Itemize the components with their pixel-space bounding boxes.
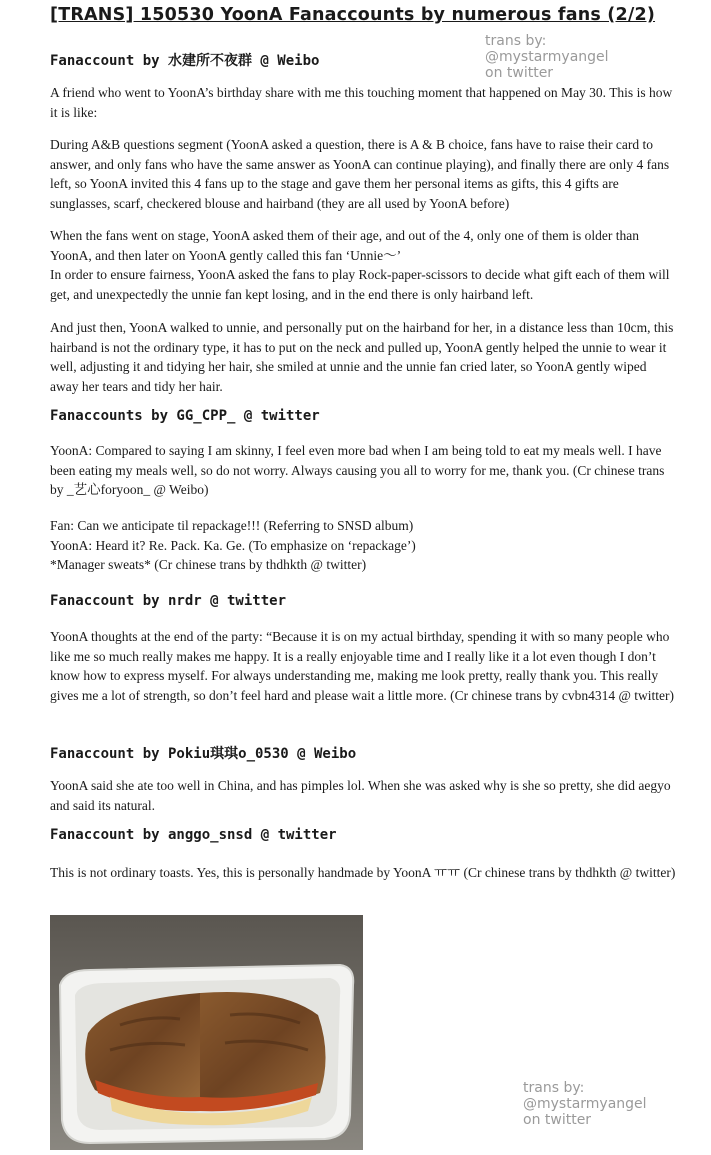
- paragraph: And just then, YoonA walked to unnie, and personally put on the hairband for her, in a distance less than 10cm, this hairband is not the ordinary type, it has to put on the neck and pulled up, YoonA gently helped the unnie to wear it well, adjusting it and tidying her hair, she smiled at unnie and the unnie fan cried later, so YoonA gently wiped away her tears and tidy her hair.: [50, 320, 674, 394]
- fanaccount-heading-weibo-1: Fanaccount by 水建所不夜群 @ Weibo: [50, 53, 320, 69]
- page-title: [TRANS] 150530 YoonA Fanaccounts by numerous fans (2/2): [50, 5, 656, 25]
- watermark-line: on twitter: [485, 65, 554, 81]
- paragraph: This is not ordinary toasts. Yes, this is personally handmade by YoonA ㅠㅠ (Cr chinese trans by thdhkth @ twitter): [50, 865, 676, 880]
- paragraph: YoonA thoughts at the end of the party: “Because it is on my actual birthday, spending it with so many people who like me so much really makes me happy. It is a really enjoyable time and I really like it a lot even though I don’t know how to express myself. For always understanding me, making me look pretty, really thank you. This really gives me a lot of strength, so don’t feel hard and please wait a little more. (Cr chinese trans by cvbn4314 @ twitter): [50, 629, 675, 703]
- paragraph-group: [50, 516, 678, 575]
- paragraph-line: Fan: Can we anticipate til repackage!!! (Referring to SNSD album): [50, 518, 414, 533]
- paragraph: During A&B questions segment (YoonA asked a question, there is A & B choice, fans have to raise their card to answer, and only fans who have the same answer as YoonA can continue playing), and finally there are only 4 fans left, so YoonA invited this 4 fans up to the stage and gave them her personal items as gifts, this 4 gifts are sunglasses, scarf, checkered blouse and hairband (they are all used by YoonA before): [50, 137, 670, 211]
- watermark-line: on twitter: [523, 1112, 592, 1128]
- paragraph-line: In order to ensure fairness, YoonA asked the fans to play Rock-paper-scissors to decide what gift each of them will get, and unexpectedly the unnie fan kept losing, and in the end there is only hairband left.: [50, 267, 670, 302]
- watermark-line: trans by:: [523, 1080, 585, 1096]
- watermark-line: trans by:: [485, 33, 547, 49]
- fanaccount-heading-anggo: Fanaccount by anggo_snsd @ twitter: [50, 827, 337, 843]
- fanaccount-heading-nrdr: Fanaccount by nrdr @ twitter: [50, 593, 287, 609]
- paragraph: A friend who went to YoonA’s birthday share with me this touching moment that happened on May 30. This is how it is like:: [50, 85, 673, 120]
- paragraph-line: YoonA: Heard it? Re. Pack. Ka. Ge. (To emphasize on ‘repackage’): [50, 537, 416, 553]
- paragraph-line: When the fans went on stage, YoonA asked them of their age, and out of the 4, only one of them is older than YoonA, and then later on YoonA gently called this fan ‘Unnie～’: [50, 228, 639, 263]
- fanaccount-heading-gg-cpp: Fanaccounts by GG_CPP_ @ twitter: [50, 408, 320, 424]
- paragraph: YoonA said she ate too well in China, and has pimples lol. When she was asked why is she so pretty, she did aegyo and said its natural.: [50, 778, 671, 813]
- toast-photo: [50, 915, 363, 1150]
- paragraph-group: [50, 226, 678, 304]
- watermark-bottom: [523, 1080, 647, 1128]
- watermark-top: [485, 33, 609, 81]
- watermark-line: @mystarmyangel: [485, 49, 609, 65]
- paragraph: YoonA: Compared to saying I am skinny, I feel even more bad when I am being told to eat my meals well. I have been eating my meals well, so do not worry. Always causing you all to worry for me, thank you. (Cr chinese trans by _艺心foryoon_ @ Weibo): [50, 443, 665, 497]
- paragraph-line: *Manager sweats* (Cr chinese trans by thdhkth @ twitter): [50, 557, 367, 572]
- fanaccount-heading-pokiu: Fanaccount by Pokiu琪琪o_0530 @ Weibo: [50, 746, 357, 762]
- watermark-line: @mystarmyangel: [523, 1096, 647, 1112]
